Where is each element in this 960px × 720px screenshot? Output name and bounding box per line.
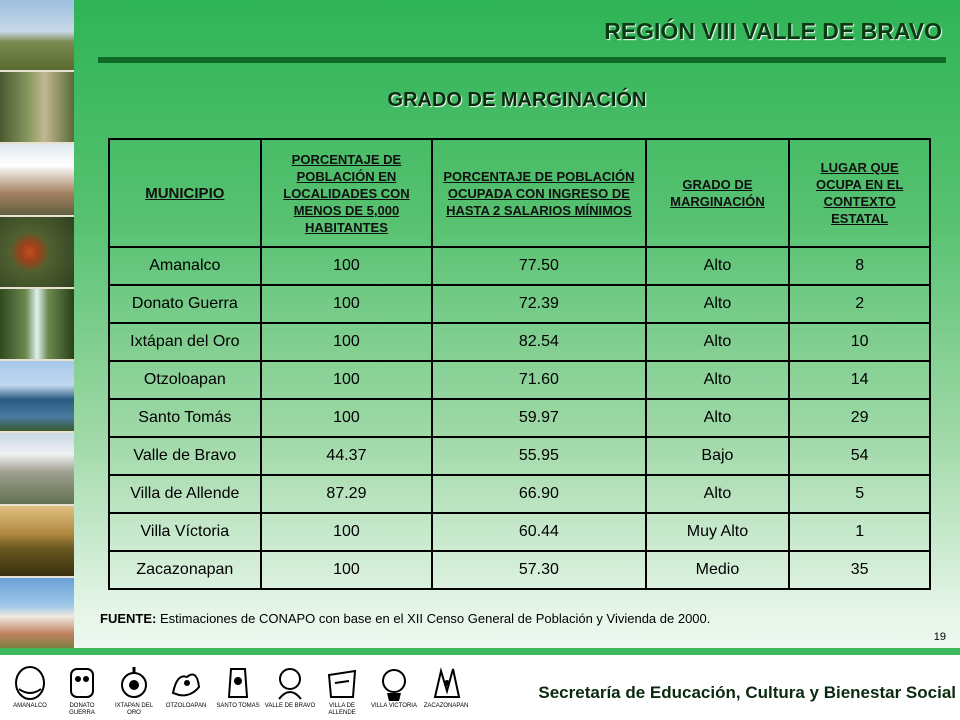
table-cell: Santo Tomás: [109, 399, 261, 437]
santo-tomas-glyph-icon: [219, 663, 257, 703]
villa-de-allende-glyph-icon: [323, 663, 361, 703]
glyph-label: AMANALCO: [13, 703, 47, 709]
table-cell: Alto: [646, 323, 790, 361]
amanalco-glyph-icon: [11, 663, 49, 703]
page-number: 19: [933, 631, 946, 643]
table-cell: 100: [261, 513, 433, 551]
municipality-glyphs: [4, 655, 472, 717]
table-cell: 60.44: [432, 513, 645, 551]
municipality-glyph: [420, 655, 472, 717]
valley-photo: [0, 433, 74, 505]
glyph-label: VILLA VICTORIA: [371, 703, 417, 709]
landscape-photo: [0, 0, 74, 72]
otzoloapan-glyph-icon: [167, 663, 205, 703]
glyph-label: DONATO GUERRA: [69, 703, 95, 716]
table-row: [109, 247, 930, 285]
table-cell: 14: [789, 361, 930, 399]
municipality-glyph: [212, 655, 264, 717]
source-text: Estimaciones de CONAPO con base en el XII Censo General de Población y Vivienda de 2000.: [156, 611, 711, 626]
table-cell: 100: [261, 323, 433, 361]
table-cell: Villa de Allende: [109, 475, 261, 513]
municipality-glyph: [316, 655, 368, 717]
footer: [0, 655, 960, 720]
table-cell: 1: [789, 513, 930, 551]
column-header-poblacion-localidades: PORCENTAJE DE POBLACIÓN EN LOCALIDADES CON MENOS DE 5,000 HABITANTES: [261, 139, 433, 247]
marginacion-table: [108, 138, 931, 590]
villa-victoria-glyph-icon: [375, 663, 413, 703]
table-cell: 5: [789, 475, 930, 513]
table-cell: Muy Alto: [646, 513, 790, 551]
table-cell: 100: [261, 361, 433, 399]
glyph-label: IXTAPAN DEL ORO: [114, 703, 154, 716]
table-cell: 87.29: [261, 475, 433, 513]
secretaria-name: Secretaría de Educación, Cultura y Bienestar Social: [538, 683, 956, 702]
municipality-glyph: [4, 655, 56, 717]
glyph-label: SANTO TOMAS: [216, 703, 260, 709]
table-cell: Amanalco: [109, 247, 261, 285]
valle-de-bravo-glyph-icon: [271, 663, 309, 703]
table-cell: Zacazonapan: [109, 551, 261, 589]
table-cell: 82.54: [432, 323, 645, 361]
table-row: [109, 399, 930, 437]
source-note: [100, 611, 710, 626]
church-photo: [0, 578, 74, 648]
field-photo: [0, 506, 74, 578]
source-label: FUENTE:: [100, 611, 157, 626]
table-cell: Otzoloapan: [109, 361, 261, 399]
column-header-municipio: MUNICIPIO: [109, 139, 261, 247]
table-cell: 29: [789, 399, 930, 437]
table-cell: Ixtápan del Oro: [109, 323, 261, 361]
municipality-glyph: [108, 655, 160, 717]
table-row: [109, 513, 930, 551]
table-cell: Medio: [646, 551, 790, 589]
table-row: [109, 323, 930, 361]
municipality-glyph: [160, 655, 212, 717]
table-cell: 72.39: [432, 285, 645, 323]
page-title: REGIÓN VIII VALLE DE BRAVO: [604, 18, 942, 44]
table-cell: 66.90: [432, 475, 645, 513]
header-divider: [98, 57, 946, 63]
table-cell: Alto: [646, 285, 790, 323]
table-cell: Valle de Bravo: [109, 437, 261, 475]
table-cell: 71.60: [432, 361, 645, 399]
lake-photo: [0, 361, 74, 433]
table-cell: Donato Guerra: [109, 285, 261, 323]
table-cell: 2: [789, 285, 930, 323]
table-cell: Alto: [646, 475, 790, 513]
table-cell: Alto: [646, 361, 790, 399]
donato-guerra-glyph-icon: [63, 663, 101, 703]
table-row: [109, 285, 930, 323]
table-row: [109, 437, 930, 475]
table-body: [109, 247, 930, 589]
table-cell: Alto: [646, 247, 790, 285]
table-header-row: [109, 139, 930, 247]
glyph-label: OTZOLOAPAN: [165, 703, 207, 709]
table-cell: 100: [261, 285, 433, 323]
table-cell: 55.95: [432, 437, 645, 475]
glyph-label: ZACAZONAPAN: [423, 703, 469, 709]
column-header-poblacion-ocupada: PORCENTAJE DE POBLACIÓN OCUPADA CON INGRESO DE HASTA 2 SALARIOS MÍNIMOS: [432, 139, 645, 247]
section-title: GRADO DE MARGINACIÓN: [387, 89, 647, 111]
glyph-label: VALLE DE BRAVO: [264, 703, 316, 709]
street-photo: [0, 144, 74, 216]
table-row: [109, 551, 930, 589]
ixtapan-glyph-icon: [115, 663, 153, 703]
municipality-glyph: [368, 655, 420, 717]
column-header-grado: GRADO DE MARGINACIÓN: [646, 139, 790, 247]
table-cell: 44.37: [261, 437, 433, 475]
butterfly-photo: [0, 217, 74, 289]
table-cell: Bajo: [646, 437, 790, 475]
table-cell: 35: [789, 551, 930, 589]
glyph-label: VILLA DE ALLENDE: [328, 703, 356, 716]
table-row: [109, 361, 930, 399]
table-cell: 54: [789, 437, 930, 475]
table-cell: 57.30: [432, 551, 645, 589]
footer-divider: [0, 648, 960, 655]
waterfall-photo: [0, 289, 74, 361]
table-cell: 10: [789, 323, 930, 361]
zacazonapan-glyph-icon: [427, 663, 465, 703]
municipality-glyph: [56, 655, 108, 717]
table-cell: 100: [261, 551, 433, 589]
table-cell: 59.97: [432, 399, 645, 437]
table-cell: Villa Víctoria: [109, 513, 261, 551]
table-cell: 8: [789, 247, 930, 285]
column-header-lugar: LUGAR QUE OCUPA EN EL CONTEXTO ESTATAL: [789, 139, 930, 247]
municipality-glyph: [264, 655, 316, 717]
table-cell: Alto: [646, 399, 790, 437]
table-cell: 100: [261, 399, 433, 437]
table-cell: 77.50: [432, 247, 645, 285]
table-cell: 100: [261, 247, 433, 285]
table-row: [109, 475, 930, 513]
